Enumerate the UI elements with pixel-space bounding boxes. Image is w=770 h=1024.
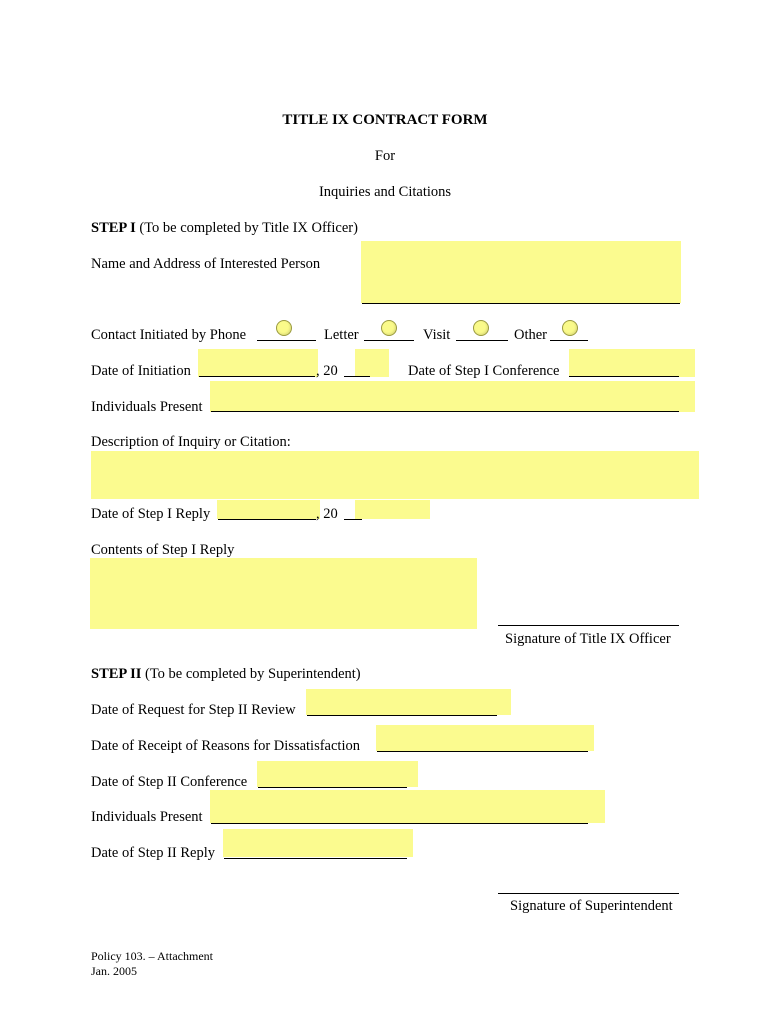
phone-underline [257,340,316,341]
date-initiation-year-underline [344,376,370,377]
step1-heading-label: STEP I [91,220,136,236]
date-initiation-field[interactable] [198,349,318,377]
date-request-underline [307,715,497,716]
name-address-underline [362,303,680,304]
date-request-field[interactable] [306,689,511,715]
date-receipt-label: Date of Receipt of Reasons for Dissatisfaction [91,738,360,754]
date-step2-conference-field[interactable] [257,761,418,787]
date-step2-reply-underline [224,858,407,859]
name-address-label: Name and Address of Interested Person [91,256,321,272]
date-receipt-underline [377,751,588,752]
step2-heading-note: (To be completed by Superintendent) [145,666,361,682]
superintendent-signature-line [498,893,679,894]
step2-heading [91,666,361,682]
contact-other-radio[interactable] [562,320,578,336]
contents-step1-reply-field[interactable] [90,558,477,629]
step1-heading-note: (To be completed by Title IX Officer) [139,220,358,236]
title-ix-signature-label: Signature of Title IX Officer [505,631,671,647]
footer-policy: Policy 103. – Attachment [91,949,213,963]
footer-date: Jan. 2005 [91,964,137,978]
contact-letter-radio[interactable] [381,320,397,336]
date-step2-reply-label: Date of Step II Reply [91,845,216,861]
date-receipt-field[interactable] [376,725,594,751]
step1-heading [91,220,358,236]
superintendent-signature-label: Signature of Superintendent [510,898,673,914]
title-ix-signature-line [498,625,679,626]
letter-underline [364,340,414,341]
individuals-present-field[interactable] [210,381,695,412]
step2-individuals-underline [211,823,588,824]
individuals-present-label: Individuals Present [91,399,203,415]
contact-phone-radio[interactable] [276,320,292,336]
letter-label: Letter [324,327,359,343]
date-step1-reply-underline [218,519,316,520]
date-step1-reply-field[interactable] [217,500,320,519]
date-request-label: Date of Request for Step II Review [91,702,296,718]
date-step2-conference-underline [258,787,407,788]
date-step1-reply-year-underline [344,519,362,520]
visit-underline [456,340,508,341]
visit-label: Visit [423,327,451,343]
form-subtitle: Inquiries and Citations [318,184,452,200]
form-for: For [374,148,396,164]
date-step1-conference-label: Date of Step I Conference [408,363,560,379]
date-step2-reply-field[interactable] [223,829,413,857]
contents-step1-reply-label: Contents of Step I Reply [91,542,235,558]
step2-individuals-label: Individuals Present [91,809,203,825]
contact-visit-radio[interactable] [473,320,489,336]
date-initiation-year-field[interactable] [355,349,389,377]
individuals-present-underline [211,411,679,412]
date-step1-conference-field[interactable] [569,349,695,377]
date-step1-reply-year-field[interactable] [355,500,430,519]
date-step2-conference-label: Date of Step II Conference [91,774,248,790]
date-step1-conference-underline [569,376,679,377]
other-underline [550,340,588,341]
date-step1-reply-label: Date of Step I Reply [91,506,211,522]
step2-individuals-field[interactable] [210,790,605,823]
name-address-field[interactable] [361,241,681,303]
date-initiation-label: Date of Initiation [91,363,191,379]
description-field[interactable] [91,451,699,499]
date-initiation-year-prefix: , 20 [316,363,338,379]
date-step1-reply-year-prefix: , 20 [316,506,338,522]
date-initiation-underline [199,376,315,377]
description-label: Description of Inquiry or Citation: [91,434,291,450]
form-title: TITLE IX CONTRACT FORM [282,112,488,128]
other-label: Other [514,327,548,343]
step2-heading-label: STEP II [91,666,142,682]
contact-label: Contact Initiated by Phone [91,327,247,343]
